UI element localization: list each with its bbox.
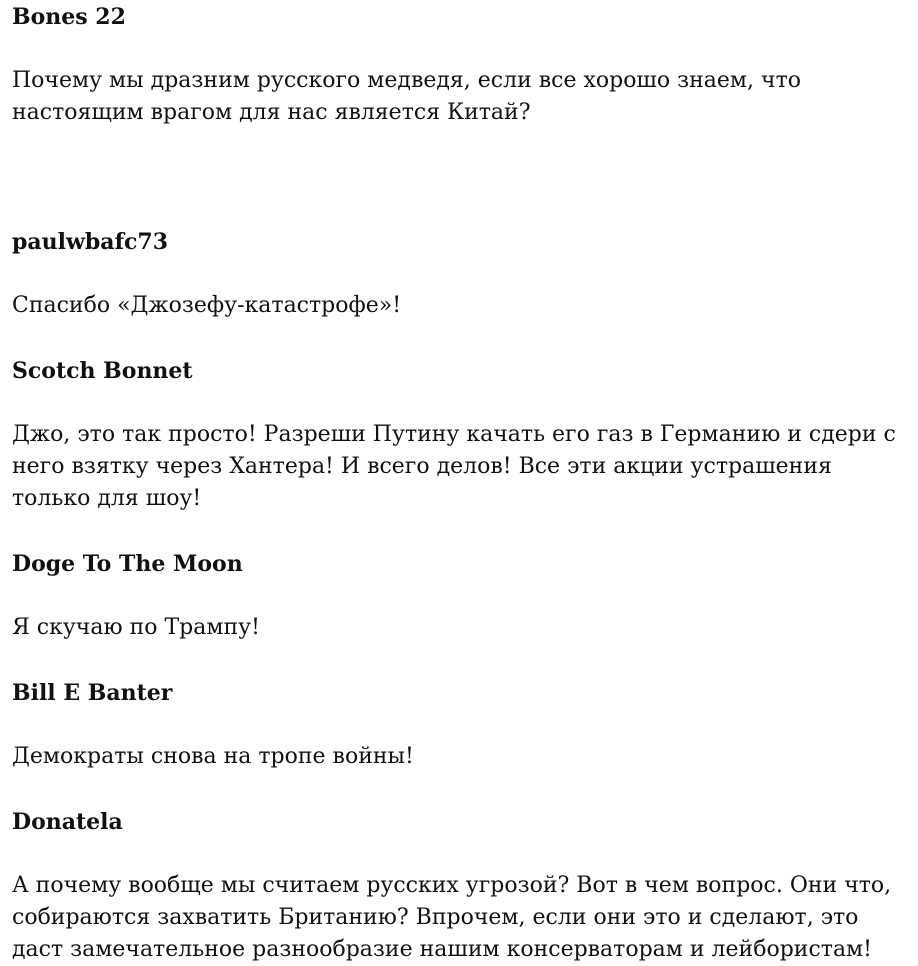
comment-text: Спасибо «Джозефу-катастрофе»! (12, 293, 402, 318)
comment-text: Джо, это так просто! Разреши Путину качать его газ в Германию и сдери с него взятку через Хантера! И всего делов! Все эти акции устрашения только для шоу! (12, 422, 896, 511)
comment (12, 676, 908, 773)
comment-text: Демократы снова на тропе войны! (12, 744, 414, 769)
comment (12, 354, 908, 515)
comment (12, 805, 908, 966)
comment-text: Я скучаю по Трампу! (12, 615, 260, 640)
comment (12, 225, 908, 322)
comment-text: Почему мы дразним русского медведя, если все хорошо знаем, что настоящим врагом для нас является Китай? (12, 68, 801, 125)
comment-author: Donatela (12, 809, 123, 835)
comment-author: Bones 22 (12, 4, 126, 30)
comment-text: А почему вообще мы считаем русских угрозой? Вот в чем вопрос. Они что, собираются захватить Британию? Впрочем, если они это и сделают, это даст замечательное разнообразие нашим консерваторам и лейбористам! (12, 873, 892, 962)
comment-author: Bill E Banter (12, 680, 173, 706)
comment-author: Scotch Bonnet (12, 358, 193, 384)
comment (12, 547, 908, 644)
comment (12, 0, 908, 129)
comment-author: Doge To The Moon (12, 551, 243, 577)
comment-author: paulwbafc73 (12, 229, 169, 255)
